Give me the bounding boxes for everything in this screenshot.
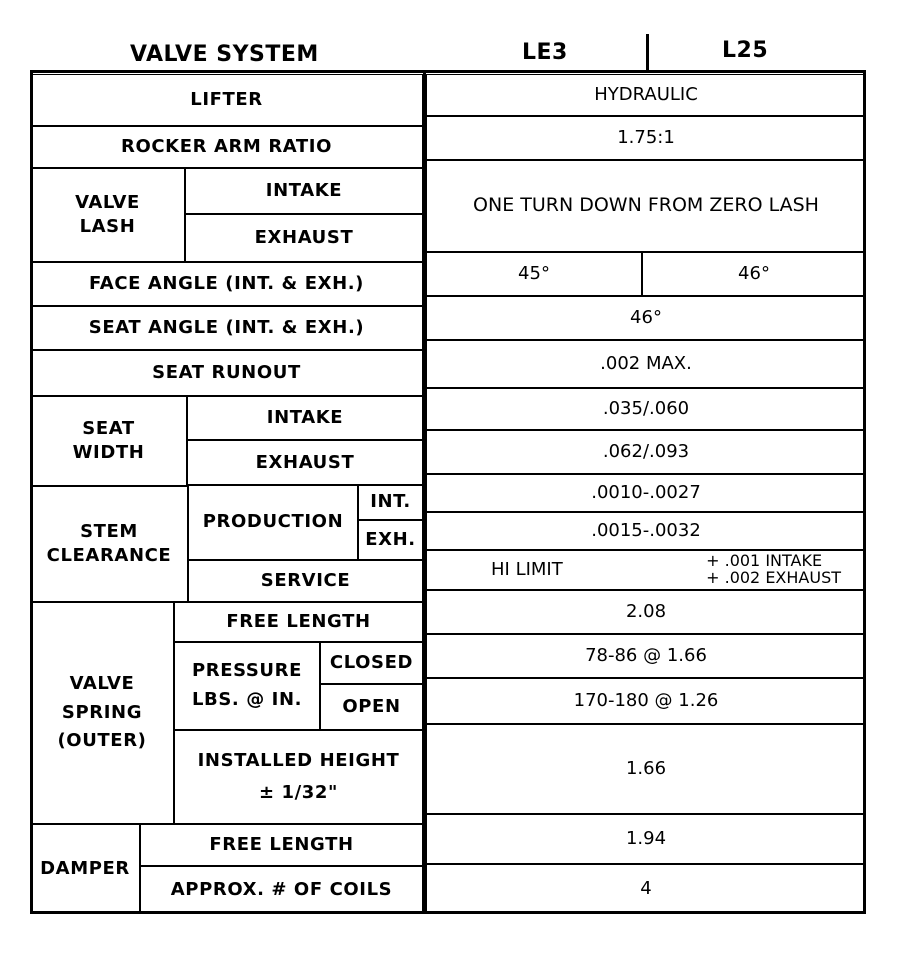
stem-exh-label: EXH.: [358, 520, 423, 560]
spring-open-label: OPEN: [320, 684, 423, 730]
spring-closed-value: 78-86 @ 1.66: [426, 634, 866, 678]
stem-production-label: PRODUCTION: [188, 484, 358, 560]
spring-open-value: 170-180 @ 1.26: [426, 678, 866, 724]
lifter-value: HYDRAULIC: [426, 74, 866, 116]
stem-service-intake-limit: + .001 INTAKE: [706, 551, 823, 571]
valve-lash-text: VALVE LASH: [75, 191, 140, 237]
valve-spring-label: [30, 602, 174, 824]
rocker-arm-ratio-label: ROCKER ARM RATIO: [30, 126, 423, 168]
column-header-l25: L25: [722, 38, 769, 63]
stem-service-limits: [706, 553, 841, 587]
face-angle-le3-value: 45°: [426, 252, 642, 296]
damper-coils-value: 4: [426, 864, 866, 914]
seat-runout-value: .002 MAX.: [426, 340, 866, 388]
seat-angle-label: SEAT ANGLE (INT. & EXH.): [30, 306, 423, 350]
spring-installed-height-tolerance: ± 1/32": [258, 782, 339, 803]
stem-int-label: INT.: [358, 484, 423, 520]
spring-closed-label: CLOSED: [320, 642, 423, 684]
seat-width-label: [30, 396, 187, 486]
seat-width-text: SEAT WIDTH: [72, 417, 145, 463]
stem-service-value-row: [427, 553, 865, 587]
stem-service-exhaust-limit: + .002 EXHAUST: [706, 568, 841, 587]
damper-coils-label: APPROX. # OF COILS: [140, 866, 423, 914]
spring-installed-height-value: 1.66: [426, 724, 866, 814]
damper-free-length-value: 1.94: [426, 814, 866, 864]
face-angle-l25-value: 46°: [642, 252, 866, 296]
stem-clearance-label: [30, 486, 188, 602]
spring-free-length-label: FREE LENGTH: [174, 602, 423, 642]
lifter-label: LIFTER: [30, 74, 423, 126]
stem-service-value: [426, 550, 866, 590]
column-header-le3: LE3: [522, 40, 568, 65]
spring-installed-height-label: [174, 730, 423, 824]
spring-pressure-label: [174, 642, 320, 730]
stem-int-value: .0010-.0027: [426, 474, 866, 512]
stem-exh-value: .0015-.0032: [426, 512, 866, 550]
stem-clearance-text: STEM CLEARANCE: [46, 520, 172, 566]
spring-free-length-value: 2.08: [426, 590, 866, 634]
damper-label: DAMPER: [30, 824, 140, 914]
seat-width-intake-label: INTAKE: [187, 396, 423, 440]
stem-service-hi-limit: HI LIMIT: [491, 558, 563, 580]
seat-width-exhaust-label: EXHAUST: [187, 440, 423, 486]
valve-lash-value: ONE TURN DOWN FROM ZERO LASH: [426, 160, 866, 252]
valve-lash-exhaust-label: EXHAUST: [185, 214, 423, 262]
valve-spring-text: VALVE SPRING (OUTER): [57, 672, 147, 752]
valve-lash-label: [30, 168, 185, 262]
seat-width-intake-value: .035/.060: [426, 388, 866, 430]
seat-angle-value: 46°: [426, 296, 866, 340]
face-angle-label: FACE ANGLE (INT. & EXH.): [30, 262, 423, 306]
header-divider: [646, 34, 649, 70]
damper-free-length-label: FREE LENGTH: [140, 824, 423, 866]
valve-lash-intake-label: INTAKE: [185, 168, 423, 214]
stem-service-label: SERVICE: [188, 560, 423, 602]
spring-pressure-text: PRESSURE LBS. @ IN.: [191, 660, 303, 710]
seat-runout-label: SEAT RUNOUT: [30, 350, 423, 396]
spring-installed-height-text: INSTALLED HEIGHT: [197, 749, 400, 771]
table-title: VALVE SYSTEM: [130, 42, 319, 67]
seat-width-exhaust-value: .062/.093: [426, 430, 866, 474]
rocker-arm-ratio-value: 1.75:1: [426, 116, 866, 160]
